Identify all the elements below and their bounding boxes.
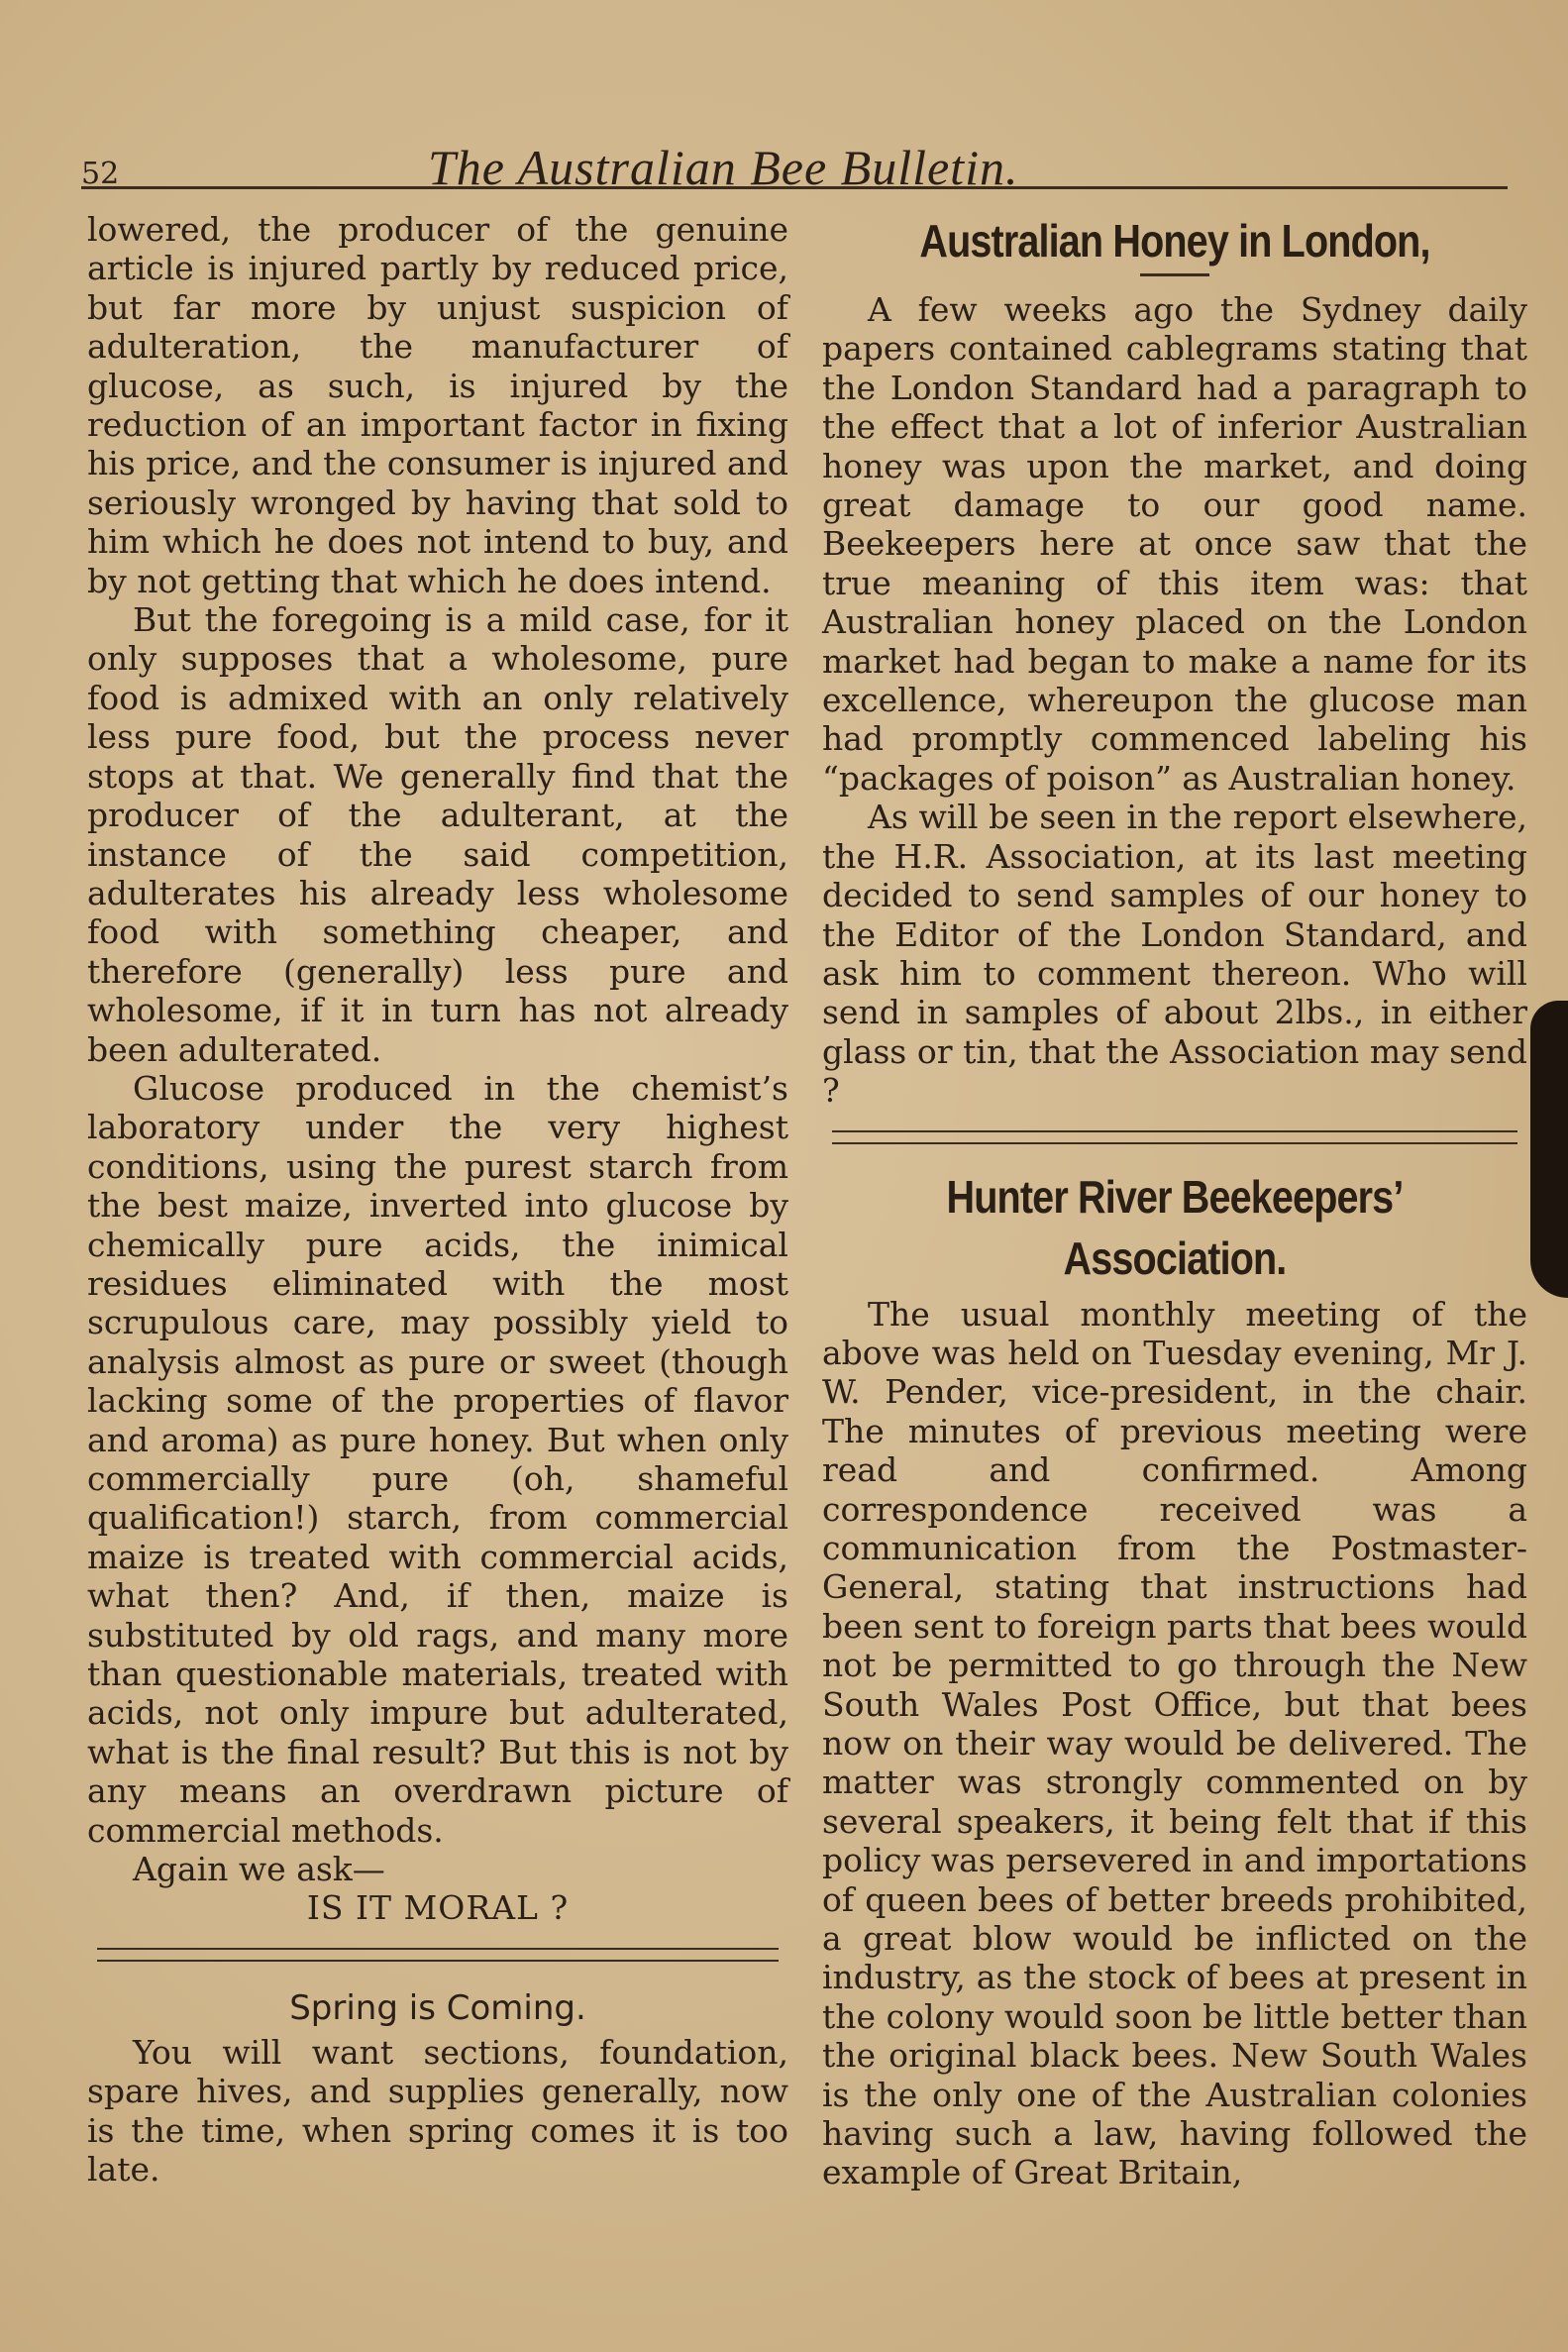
spring-heading: Spring is Coming. [289, 1987, 586, 2028]
paragraph: A few weeks ago the Sydney daily papers contained cablegrams stating that the London Standard had a paragraph to the effect that a lot of inferior Australian honey was upon the market, and doing great damage to our good name. Beekeepers here at once saw that the true meaning of this item was: that Australian honey placed on the London market had began to make a name for its excellence, whereupon the glucose man had promptly commenced labeling his “packages of poison” as Australian honey. [822, 290, 1527, 798]
paragraph: As will be seen in the report elsewhere, the H.R. Association, at its last meeting decided to send samples of our honey to the Editor of the London Standard, and ask him to comment thereon. Who will send in samples of about 2lbs., in either glass or tin, that the Association may send ? [822, 798, 1527, 1111]
closing-question: IS IT MORAL ? [306, 1888, 570, 1928]
paragraph: Again we ask— [133, 1850, 385, 1889]
page-damage-stain [1530, 1001, 1568, 1298]
paragraph: You will want sections, foundation, spare hives, and supplies generally, now is the time, when spring comes it is too late. [87, 2032, 788, 2190]
paragraph: But the foregoing is a mild case, for it only supposes that a wholesome, pure food is admixed with an only relatively less pure food, but the process never stops at that. We generally find that the producer of the adulterant, at the instance of the said competition, adulterates his already less wholesome food with something cheaper, and therefore (generally) less pure and wholesome, if it in turn has not already been adulterated. [87, 600, 788, 1069]
running-title: The Australian Bee Bulletin. [428, 140, 1019, 195]
paragraph: Glucose produced in the chemist’s laboratory under the very highest conditions, using the purest starch from the best maize, inverted into glucose by chemically pure acids, the inimical residues eliminated with the most scrupulous care, may possibly yield to analysis almost as pure or sweet (though lacking some of the properties of flavor and aroma) as pure honey. But when only commercially pure (oh, shameful qualification!) starch, from commercial maize is treated with commercial acids, what then? And, if then, maize is substituted by old rags, and many more than questionable materials, treated with acids, not only impure but adulterated, what is the final result? But this is not by any means an overdrawn picture of commercial methods. [87, 1068, 788, 1850]
section-divider [97, 1948, 779, 1962]
paragraph: The usual monthly meeting of the above was held on Tuesday evening, Mr J. W. Pender, vice-president, in the chair. The minutes of previous meeting were read and confirmed. Among correspondence received was a communication from the Postmaster-General, stating that instructions had been sent to foreign parts that bees would not be permitted to go through the New South Wales Post Office, but that bees now on their way would be delivered. The matter was strongly commented on by several speakers, it being felt that if this policy was persevered in and importations of queen bees of better breeds prohibited, a great blow would be inflicted on the industry, as the stock of bees at present in the colony would soon be little better than the original black bees. New South Wales is the only one of the Australian colonies having such a law, having followed the example of Great Britain, [822, 1294, 1527, 2192]
header-rule [81, 186, 1508, 189]
left-column [87, 210, 788, 2190]
right-column [822, 210, 1527, 2192]
page-number: 52 [81, 157, 120, 191]
page-header [81, 139, 1508, 198]
honey-heading: Australian Honey in London, [919, 215, 1430, 267]
paragraph: lowered, the producer of the genuine article is injured partly by reduced price, but far more by unjust suspicion of adulteration, the manufacturer of glucose, as such, is injured by the reduction of an important factor in fixing his price, and the consumer is injured and seriously wronged by having that sold to him which he does not intend to buy, and by not getting that which he does intend. [87, 210, 788, 600]
heading-dash [1140, 273, 1209, 276]
section-divider [832, 1130, 1517, 1144]
association-heading: Hunter River Beekeepers’ Association. [946, 1170, 1404, 1284]
